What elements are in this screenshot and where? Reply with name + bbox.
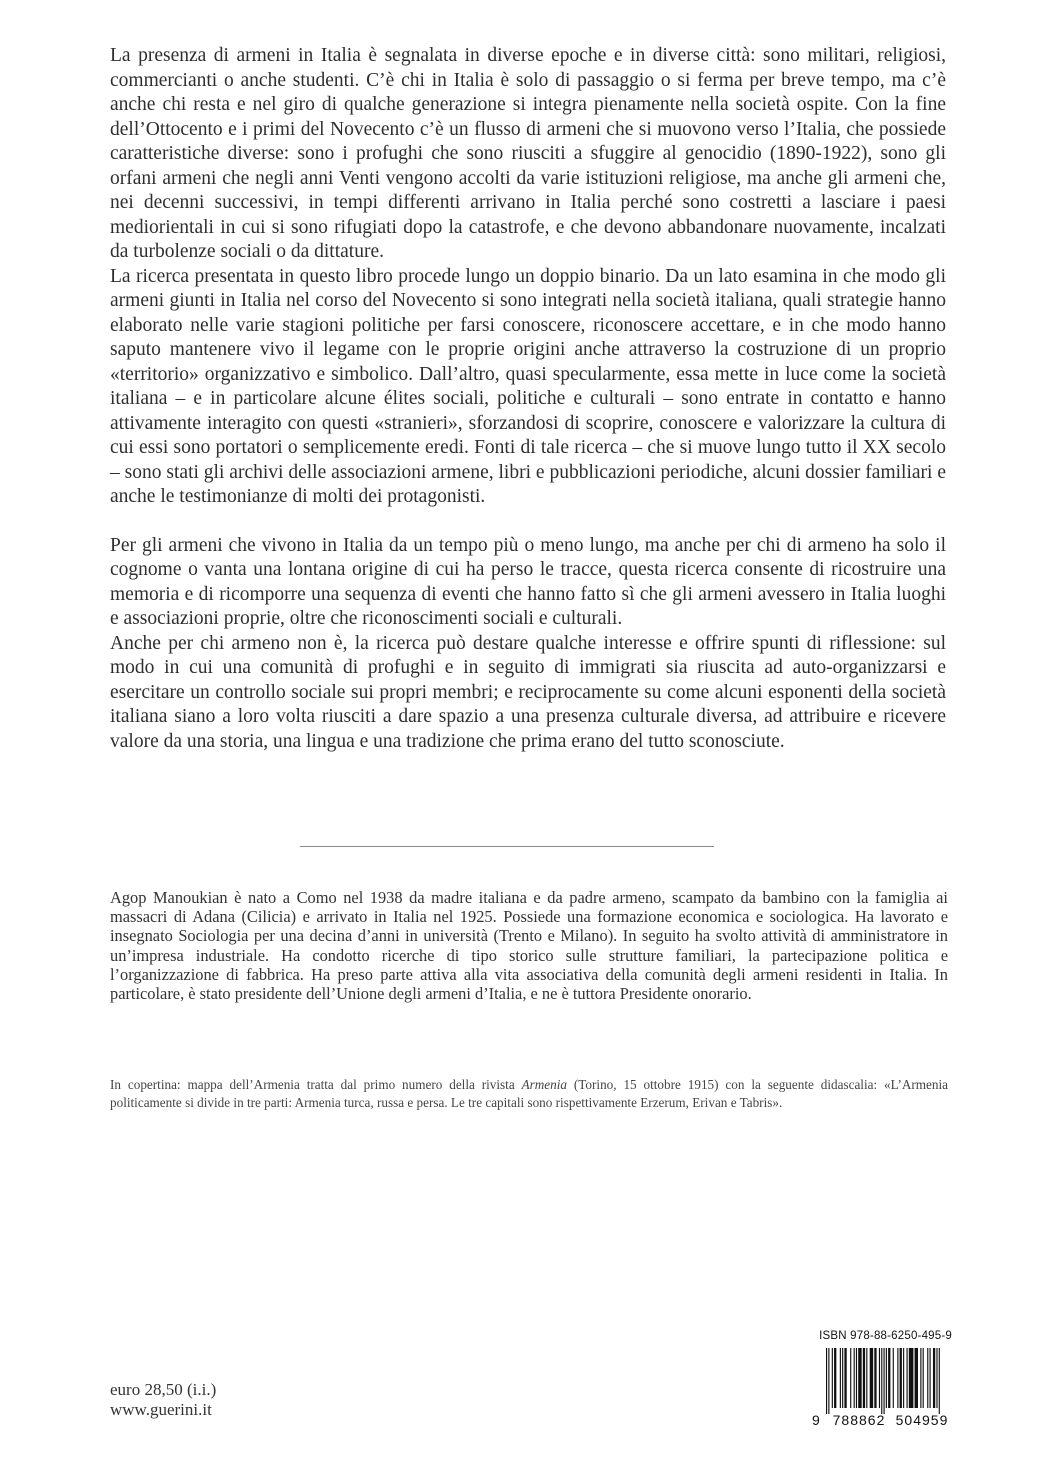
barcode-bar	[907, 1348, 908, 1408]
blurb-paragraph-1: La presenza di armeni in Italia è segnalata in diverse epoche e in diverse città: sono militari, religiosi, commercianti o anche studenti. C’è chi in Italia è solo di passaggio o si ferma per breve tempo, ma c’è anche chi resta e nel giro di qualche generazione si integra pienamente nella società ospite. Con la fine dell’Ottocento e i primi del Novecento c’è un flusso di armeni che si muovono verso l’Italia, che possiede caratteristiche diverse: sono i profughi che sono riusciti a sfuggire al genocidio (1890-1922), sono gli orfani armeni che negli anni Venti vengono accolti da varie istituzioni religiose, ma anche gli armeni che, nei decenni successivi, in tempi differenti arrivano in Italia perché sono costretti a lasciare i paesi mediorientali in cui si sono rifugiati dopo la catastrofe, e che devono abbandonare nuovamente, incalzati da turbolenze sociali o da dittature.	[110, 45, 946, 262]
barcode-bar	[826, 1348, 827, 1414]
publisher-website: www.guerini.it	[110, 1400, 212, 1419]
barcode-icon	[812, 1348, 952, 1414]
barcode-bar	[915, 1348, 918, 1408]
cover-caption-text	[110, 1076, 948, 1111]
price-block	[110, 1380, 216, 1420]
barcode-bar	[897, 1348, 898, 1408]
cover-caption	[110, 1076, 948, 1111]
caption-journal-title: Armenia	[521, 1077, 568, 1092]
barcode-bar	[832, 1348, 833, 1408]
barcode-bar	[927, 1348, 928, 1408]
barcode-bar	[903, 1348, 904, 1408]
blurb-paragraph-2: La ricerca presentata in questo libro procede lungo un doppio binario. Da un lato esamina in che modo gli armeni giunti in Italia nel corso del Novecento si sono integrati nella società italiana, quali strategie hanno elaborato nelle varie stagioni politiche per farsi conoscere, riconoscere accettare, e in che modo hanno saputo mantenere vivo il legame con le proprie origini anche attraverso la costruzione di un proprio «territorio» organizzativo e simbolico. Dall’altro, quasi specularmente, essa mette in luce come la società italiana – e in particolare alcune élites sociali, politiche e culturali – sono entrate in contatto e hanno attivamente interagito con questi «stranieri», sforzandosi di scoprire, conoscere e valorizzare la cultura di cui essi sono portatori o semplicemente eredi. Fonti di tale ricerca – che si muove lungo tutto il XX secolo – sono stati gli archivi delle associazioni armene, libri e pubblicazioni periodiche, alcuni dossier familiari e anche le testimonianze di molti dei protagonisti.	[110, 265, 946, 507]
barcode-bar	[840, 1348, 841, 1408]
author-bio	[110, 888, 948, 1003]
paragraph-spacer	[110, 510, 946, 534]
barcode-bar	[893, 1348, 894, 1408]
barcode-bar	[828, 1348, 829, 1414]
barcode-block	[812, 1330, 952, 1430]
barcode-bar	[850, 1348, 851, 1408]
barcode-bar	[842, 1348, 843, 1408]
barcode-bar	[884, 1348, 885, 1414]
barcode-bar	[900, 1348, 902, 1408]
barcode-digit-first: 9	[812, 1412, 820, 1428]
blurb-text	[110, 44, 946, 754]
barcode-bar	[939, 1348, 940, 1414]
barcode-bar	[866, 1348, 867, 1408]
barcode-digits	[812, 1412, 952, 1428]
barcode-bar	[874, 1348, 876, 1408]
barcode-bar	[881, 1348, 882, 1414]
caption-text-end: (Torino, 15 ottobre 1915) con la seguente didascalia: «L’Armenia politicamente si divide in tre parti: Armenia turca, russa e persa. Le tre capitali sono rispettivamente Erzerum, Erivan e Tabris».	[110, 1077, 948, 1110]
caption-text-start: In copertina: mappa dell’Armenia tratta dal primo numero della rivista	[110, 1077, 522, 1092]
barcode-bar	[909, 1348, 914, 1408]
barcode-bar	[888, 1348, 890, 1408]
barcode-bar	[886, 1348, 887, 1408]
blurb-paragraph-3: Per gli armeni che vivono in Italia da un tempo più o meno lungo, ma anche per chi di armeno ha solo il cognome o vanta una lontana origine di cui ha perso le tracce, questa ricerca consente di ricostruire una memoria e di ricomporre una sequenza di eventi che hanno fatto sì che gli armeni avessero in Italia luoghi e associazioni proprie, oltre che riconoscimenti sociali e culturali.	[110, 534, 946, 629]
blurb-paragraph-4: Anche per chi armeno non è, la ricerca può destare qualche interesse e offrire spunti di riflessione: sul modo in cui una comunità di profughi e in seguito di immigrati sia riuscita ad auto-organizzarsi e esercitare un controllo sociale sui propri membri; e reciprocamente su come alcuni esponenti della società italiana siano a loro volta riusciti a dare spazio a una presenza culturale diversa, ad attribuire e ricevere valore da una storia, una lingua e una tradizione che prima erano del tutto sconosciute.	[110, 632, 946, 752]
barcode-bar	[879, 1348, 880, 1408]
barcode-bar	[870, 1348, 873, 1408]
barcode-bar	[863, 1348, 865, 1408]
author-bio-text: Agop Manoukian è nato a Como nel 1938 da madre italiana e da padre armeno, scampato da bambino con la famiglia ai massacri di Adana (Cilicia) e arrivato in Italia nel 1925. Possiede una formazione economica e sociologica. Ha lavorato e insegnato Sociologia per una decina d’anni in università (Trento e Milano). In seguito ha svolto attività di amministratore in un’impresa industriale. Ha condotto ricerche di tipo storico sulle strutture familiari, la partecipazione politica e l’organizzazione di fabbrica. Ha preso parte attiva alla vita associativa della comunità degli armeni residenti in Italia. In particolare, è stato presidente dell’Unione degli armeni d’Italia, e ne è tuttora Presidente onorario.	[110, 888, 948, 1004]
isbn-label: ISBN 978-88-6250-495-9	[819, 1330, 952, 1342]
barcode-bar	[930, 1348, 931, 1408]
barcode-bar	[844, 1348, 846, 1408]
barcode-bar	[858, 1348, 861, 1408]
price-label: euro 28,50 (i.i.)	[110, 1380, 217, 1399]
barcode-digits-right: 504959	[895, 1412, 949, 1428]
barcode-bar	[920, 1348, 921, 1408]
section-divider	[300, 846, 714, 847]
barcode-bar	[936, 1348, 937, 1408]
barcode-bar	[856, 1348, 857, 1408]
barcode-bar	[854, 1348, 855, 1408]
barcode-bar	[834, 1348, 836, 1408]
barcode-digits-left: 788862	[832, 1412, 886, 1428]
barcode-bar	[933, 1348, 935, 1408]
barcode-bar	[923, 1348, 924, 1408]
